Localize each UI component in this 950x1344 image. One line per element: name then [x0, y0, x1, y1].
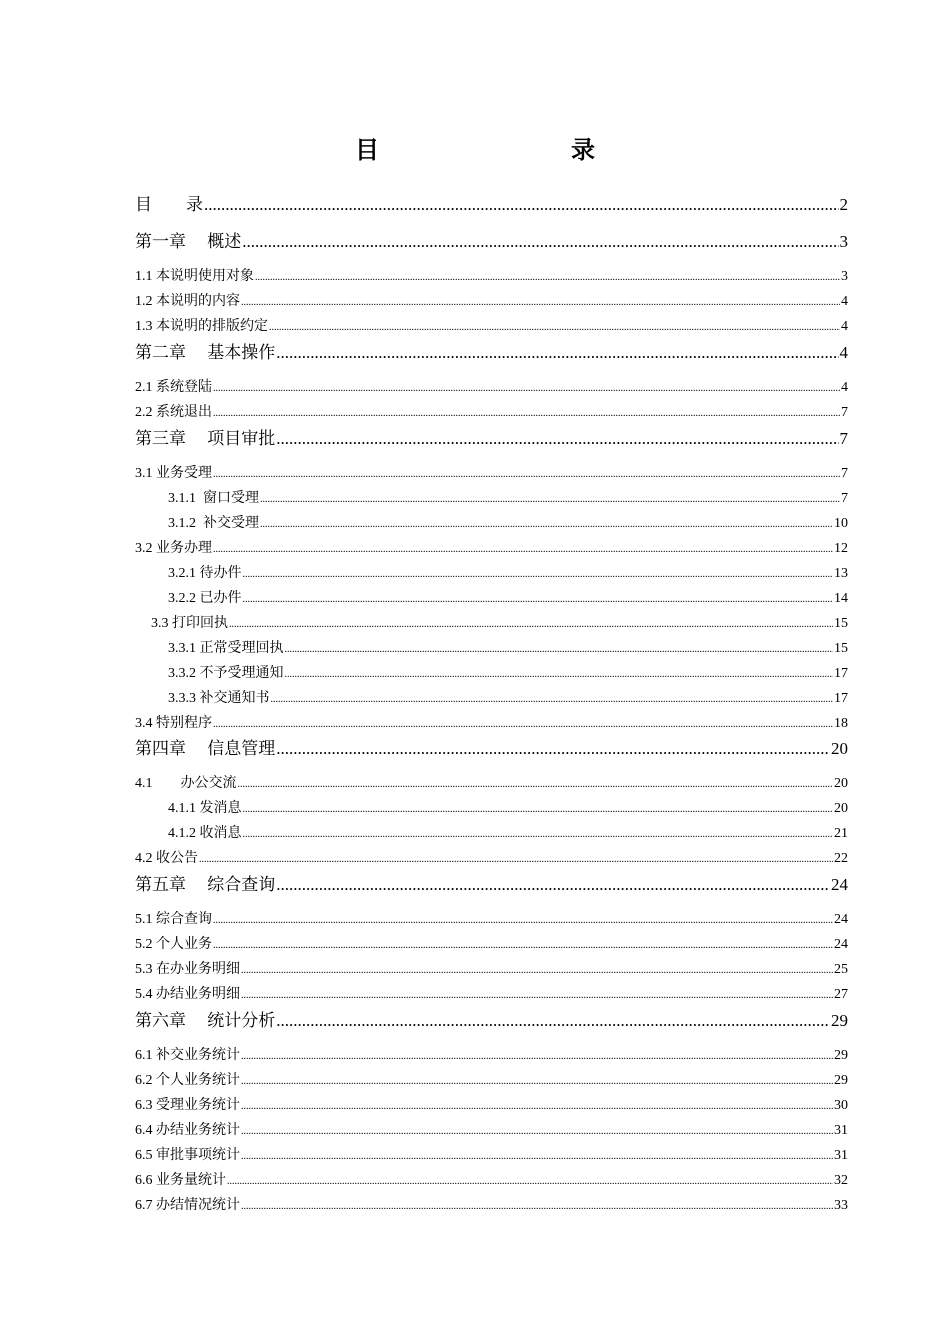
dot-leader [241, 297, 840, 308]
toc-section-entry[interactable] [168, 822, 848, 842]
toc-entry-page-number: 31 [834, 1123, 848, 1138]
toc-chapter-entry[interactable] [135, 1006, 848, 1031]
toc-entry-label: 5.4 办结业务明细 [135, 987, 240, 1002]
toc-entry-label: 3.2.1 待办件 [168, 566, 242, 581]
toc-entry-page-number: 4 [841, 380, 848, 395]
toc-entry-label: 第五章 综合查询 [135, 875, 276, 894]
dot-leader [213, 383, 840, 394]
dot-leader [238, 779, 834, 790]
toc-entry-page-number: 33 [834, 1198, 848, 1213]
toc-section-entry[interactable] [135, 983, 848, 1003]
toc-section-entry[interactable] [168, 637, 848, 657]
dot-leader [204, 195, 839, 215]
toc-entry-page-number: 17 [834, 691, 848, 706]
toc-entry-label: 3.3.1 正常受理回执 [168, 641, 284, 656]
toc-entry-page-number: 10 [834, 516, 848, 531]
toc-section-entry[interactable] [135, 462, 848, 482]
toc-entry-label: 6.3 受理业务统计 [135, 1098, 240, 1113]
toc-entry-label: 3.4 特别程序 [135, 716, 212, 731]
dot-leader [285, 644, 834, 655]
toc-section-entry[interactable] [135, 290, 848, 310]
toc-section-entry[interactable] [135, 1044, 848, 1064]
dot-leader [260, 519, 833, 530]
dot-leader [276, 739, 830, 759]
toc-entry-label: 2.1 系统登陆 [135, 380, 212, 395]
toc-entry-page-number: 3 [841, 269, 848, 284]
toc-entry-label: 4.2 收公告 [135, 851, 198, 866]
toc-entry-label: 6.4 办结业务统计 [135, 1123, 240, 1138]
toc-entry-page-number: 7 [841, 405, 848, 420]
dot-leader [243, 569, 834, 580]
toc-chapter-entry[interactable] [135, 190, 848, 215]
toc-entry-label: 5.1 综合查询 [135, 912, 212, 927]
toc-entry-label: 6.2 个人业务统计 [135, 1073, 240, 1088]
dot-leader [269, 322, 840, 333]
toc-entry-label: 3.1.2 补交受理 [168, 516, 259, 531]
dot-leader [241, 1126, 833, 1137]
toc-section-entry[interactable] [135, 847, 848, 867]
toc-entry-label: 目 录 [135, 195, 203, 214]
toc-section-entry[interactable] [135, 1069, 848, 1089]
toc-entry-page-number: 24 [834, 937, 848, 952]
toc-section-entry[interactable] [135, 772, 848, 792]
toc-section-entry[interactable] [135, 1094, 848, 1114]
toc-section-entry[interactable] [135, 1144, 848, 1164]
dot-leader [271, 694, 834, 705]
toc-entry-page-number: 7 [839, 429, 848, 448]
toc-entry-label: 5.3 在办业务明细 [135, 962, 240, 977]
toc-section-entry[interactable] [135, 315, 848, 335]
toc-entry-page-number: 32 [834, 1173, 848, 1188]
toc-entry-label: 1.1 本说明使用对象 [135, 269, 254, 284]
toc-entry-label: 6.6 业务量统计 [135, 1173, 226, 1188]
toc-entry-label: 第二章 基本操作 [135, 343, 276, 362]
toc-section-entry[interactable] [168, 487, 848, 507]
toc-section-entry[interactable] [135, 933, 848, 953]
toc-entry-label: 1.2 本说明的内容 [135, 294, 240, 309]
toc-entry-label: 1.3 本说明的排版约定 [135, 319, 268, 334]
dot-leader [255, 272, 840, 283]
toc-entry-label: 5.2 个人业务 [135, 937, 212, 952]
toc-entry-page-number: 4 [841, 319, 848, 334]
dot-leader [241, 1076, 833, 1087]
toc-section-entry[interactable] [135, 958, 848, 978]
toc-entry-page-number: 15 [834, 616, 848, 631]
toc-entry-page-number: 29 [834, 1048, 848, 1063]
dot-leader [199, 854, 833, 865]
dot-leader [276, 875, 830, 895]
toc-entry-page-number: 31 [834, 1148, 848, 1163]
dot-leader [243, 594, 834, 605]
toc-entry-page-number: 13 [834, 566, 848, 581]
dot-leader [213, 544, 833, 555]
toc-chapter-entry[interactable] [135, 227, 848, 252]
toc-section-entry[interactable] [151, 612, 848, 632]
dot-leader [213, 469, 840, 480]
toc-entry-page-number: 29 [834, 1073, 848, 1088]
toc-entry-label: 4.1.1 发消息 [168, 801, 242, 816]
toc-entry-label: 3.2.2 已办件 [168, 591, 242, 606]
toc-entry-label: 第一章 概述 [135, 232, 242, 251]
toc-entry-page-number: 25 [834, 962, 848, 977]
toc-entry-page-number: 3 [839, 232, 848, 251]
toc-entry-label: 第三章 项目审批 [135, 429, 276, 448]
toc-entry-page-number: 7 [841, 491, 848, 506]
toc-entry-label: 3.1.1 窗口受理 [168, 491, 259, 506]
toc-section-entry[interactable] [135, 1169, 848, 1189]
toc-entry-label: 3.1 业务受理 [135, 466, 212, 481]
toc-entry-page-number: 21 [834, 826, 848, 841]
dot-leader [285, 669, 834, 680]
toc-entry-label: 6.5 审批事项统计 [135, 1148, 240, 1163]
dot-leader [213, 915, 833, 926]
dot-leader [213, 408, 840, 419]
toc-entry-page-number: 12 [834, 541, 848, 556]
toc-section-entry[interactable] [135, 265, 848, 285]
dot-leader [241, 1051, 833, 1062]
toc-entry-label: 3.2 业务办理 [135, 541, 212, 556]
dot-leader [241, 965, 833, 976]
dot-leader [276, 343, 838, 363]
toc-section-entry[interactable] [168, 512, 848, 532]
toc-section-entry[interactable] [168, 687, 848, 707]
dot-leader [241, 1201, 833, 1212]
toc-entry-page-number: 18 [834, 716, 848, 731]
toc-entry-label: 3.3 打印回执 [151, 616, 228, 631]
toc-entry-page-number: 24 [834, 912, 848, 927]
toc-entry-page-number: 15 [834, 641, 848, 656]
toc-entry-page-number: 24 [831, 875, 848, 894]
toc-entry-label: 3.3.2 不予受理通知 [168, 666, 284, 681]
toc-entry-page-number: 14 [834, 591, 848, 606]
toc-entry-page-number: 20 [831, 739, 848, 758]
toc-entry-page-number: 29 [831, 1011, 848, 1030]
page-title: 目 录 [355, 138, 643, 164]
dot-leader [276, 429, 838, 449]
toc-entry-page-number: 20 [834, 801, 848, 816]
dot-leader [229, 619, 833, 630]
dot-leader [276, 1011, 830, 1031]
toc-entry-page-number: 4 [841, 294, 848, 309]
toc-entry-label: 4.1.2 收消息 [168, 826, 242, 841]
dot-leader [213, 719, 833, 730]
toc-chapter-entry[interactable] [135, 338, 848, 363]
toc-entry-label: 3.3.3 补交通知书 [168, 691, 270, 706]
toc-chapter-entry[interactable] [135, 424, 848, 449]
dot-leader [242, 232, 838, 252]
toc-section-entry[interactable] [168, 797, 848, 817]
toc-section-entry[interactable] [135, 537, 848, 557]
toc-section-entry[interactable] [135, 712, 848, 732]
toc-entry-page-number: 7 [841, 466, 848, 481]
toc-chapter-entry[interactable] [135, 870, 848, 895]
toc-section-entry[interactable] [168, 662, 848, 682]
toc-section-entry[interactable] [135, 401, 848, 421]
dot-leader [241, 1151, 833, 1162]
toc-entry-page-number: 22 [834, 851, 848, 866]
toc-section-entry[interactable] [168, 587, 848, 607]
toc-entry-label: 第六章 统计分析 [135, 1011, 276, 1030]
toc-entry-label: 6.7 办结情况统计 [135, 1198, 240, 1213]
toc-entry-page-number: 27 [834, 987, 848, 1002]
toc-entry-page-number: 20 [834, 776, 848, 791]
toc-section-entry[interactable] [135, 908, 848, 928]
toc-entry-label: 6.1 补交业务统计 [135, 1048, 240, 1063]
toc-section-entry[interactable] [135, 1194, 848, 1214]
toc-entry-page-number: 17 [834, 666, 848, 681]
toc-entry-label: 2.2 系统退出 [135, 405, 212, 420]
dot-leader [227, 1176, 833, 1187]
toc-section-entry[interactable] [168, 562, 848, 582]
toc-entry-label: 第四章 信息管理 [135, 739, 276, 758]
toc-section-entry[interactable] [135, 376, 848, 396]
toc-chapter-entry[interactable] [135, 734, 848, 759]
toc-entry-page-number: 4 [839, 343, 848, 362]
toc-entry-page-number: 30 [834, 1098, 848, 1113]
dot-leader [243, 829, 834, 840]
dot-leader [241, 990, 833, 1001]
toc-entry-label: 4.1 办公交流 [135, 776, 237, 791]
toc-entry-page-number: 2 [839, 195, 848, 214]
dot-leader [243, 804, 834, 815]
dot-leader [241, 1101, 833, 1112]
dot-leader [260, 494, 840, 505]
dot-leader [213, 940, 833, 951]
toc-section-entry[interactable] [135, 1119, 848, 1139]
